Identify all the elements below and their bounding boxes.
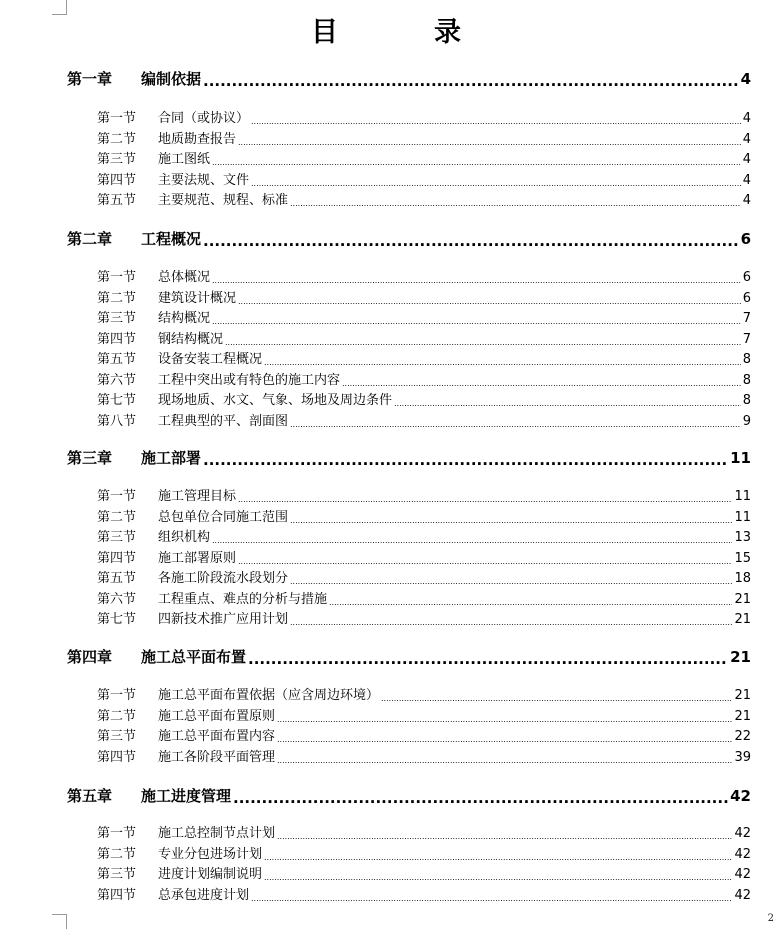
- section-title: 施工管理目标: [158, 489, 237, 504]
- chapter-number: 第三章: [67, 449, 113, 467]
- section-number: 第三节: [97, 311, 137, 326]
- section-title: 总承包进度计划: [158, 888, 250, 903]
- section-page-number: 4: [742, 152, 751, 167]
- dot-leader: [238, 134, 741, 147]
- dot-leader: [290, 614, 732, 627]
- chapter-page-number: 6: [740, 230, 751, 248]
- toc-section-entry[interactable]: [97, 506, 751, 525]
- toc-section-entry[interactable]: [97, 266, 751, 285]
- section-title: 地质勘查报告: [158, 132, 237, 147]
- chapter-title: 施工部署: [141, 449, 202, 467]
- section-title: 工程重点、难点的分析与措施: [158, 592, 328, 607]
- section-title: 总包单位合同施工范围: [158, 510, 289, 525]
- chapter-page-number: 11: [730, 449, 751, 467]
- section-title: 组织机构: [158, 530, 211, 545]
- title-char-1: 目: [311, 17, 342, 48]
- toc-chapter-entry[interactable]: [67, 228, 751, 249]
- section-title: 设备安装工程概况: [158, 352, 263, 367]
- dot-leader: [264, 354, 741, 367]
- toc-section-entry[interactable]: [97, 328, 751, 347]
- dot-leader: [277, 711, 732, 724]
- section-page-number: 7: [742, 332, 751, 347]
- section-number: 第五节: [97, 571, 137, 586]
- section-number: 第二节: [97, 291, 137, 306]
- toc-section-entry[interactable]: [97, 526, 751, 545]
- dot-leader: [203, 232, 739, 247]
- section-page-number: 4: [742, 193, 751, 208]
- section-number: 第一节: [97, 270, 137, 285]
- section-title: 工程中突出或有特色的施工内容: [158, 373, 341, 388]
- section-number: 第四节: [97, 750, 137, 765]
- section-title: 总体概况: [158, 270, 211, 285]
- toc-section-entry[interactable]: [97, 725, 751, 744]
- dot-leader: [264, 869, 732, 882]
- toc-section-entry[interactable]: [97, 189, 751, 208]
- dot-leader: [290, 416, 741, 429]
- section-title: 主要法规、文件: [158, 173, 250, 188]
- dot-leader: [203, 451, 728, 466]
- toc-chapter-entry[interactable]: [67, 447, 751, 468]
- toc-section-entry[interactable]: [97, 684, 751, 703]
- dot-leader: [233, 789, 728, 804]
- page-title: [0, 10, 776, 49]
- section-number: 第三节: [97, 729, 137, 744]
- dot-leader: [212, 272, 741, 285]
- dot-leader: [251, 113, 741, 126]
- toc-section-entry[interactable]: [97, 307, 751, 326]
- section-number: 第五节: [97, 193, 137, 208]
- toc-section-entry[interactable]: [97, 588, 751, 607]
- toc-section-entry[interactable]: [97, 485, 751, 504]
- section-number: 第一节: [97, 688, 137, 703]
- section-title: 建筑设计概况: [158, 291, 237, 306]
- toc-section-entry[interactable]: [97, 169, 751, 188]
- section-page-number: 21: [734, 688, 751, 703]
- toc-section-entry[interactable]: [97, 843, 751, 862]
- section-page-number: 4: [742, 132, 751, 147]
- toc-section-entry[interactable]: [97, 148, 751, 167]
- section-number: 第四节: [97, 173, 137, 188]
- toc-section-entry[interactable]: [97, 128, 751, 147]
- section-page-number: 13: [734, 530, 751, 545]
- section-title: 施工图纸: [158, 152, 211, 167]
- section-title: 工程典型的平、剖面图: [158, 414, 289, 429]
- section-page-number: 4: [742, 173, 751, 188]
- toc-section-entry[interactable]: [97, 547, 751, 566]
- section-number: 第二节: [97, 709, 137, 724]
- chapter-number: 第二章: [67, 230, 113, 248]
- section-title: 现场地质、水文、气象、场地及周边条件: [158, 393, 393, 408]
- section-number: 第一节: [97, 111, 137, 126]
- toc-section-entry[interactable]: [97, 746, 751, 765]
- section-number: 第八节: [97, 414, 137, 429]
- dot-leader: [238, 553, 732, 566]
- toc-section-entry[interactable]: [97, 389, 751, 408]
- section-title: 钢结构概况: [158, 332, 224, 347]
- dot-leader: [212, 154, 741, 167]
- dot-leader: [394, 395, 741, 408]
- dot-leader: [212, 532, 732, 545]
- chapter-page-number: 21: [730, 648, 751, 666]
- dot-leader: [212, 313, 741, 326]
- chapter-title: 施工总平面布置: [141, 648, 247, 666]
- section-page-number: 7: [742, 311, 751, 326]
- section-page-number: 8: [742, 393, 751, 408]
- toc-section-entry[interactable]: [97, 348, 751, 367]
- section-number: 第二节: [97, 510, 137, 525]
- chapter-number: 第四章: [67, 648, 113, 666]
- section-number: 第五节: [97, 352, 137, 367]
- section-number: 第三节: [97, 867, 137, 882]
- section-title: 合同（或协议）: [158, 111, 250, 126]
- section-page-number: 6: [742, 291, 751, 306]
- section-number: 第六节: [97, 592, 137, 607]
- toc-chapter-entry[interactable]: [67, 646, 751, 667]
- section-page-number: 39: [734, 750, 751, 765]
- section-page-number: 8: [742, 352, 751, 367]
- section-page-number: 42: [734, 847, 751, 862]
- section-number: 第一节: [97, 489, 137, 504]
- dot-leader: [381, 690, 732, 703]
- dot-leader: [277, 828, 732, 841]
- section-page-number: 42: [734, 826, 751, 841]
- section-number: 第七节: [97, 612, 137, 627]
- section-page-number: 8: [742, 373, 751, 388]
- section-number: 第七节: [97, 393, 137, 408]
- section-page-number: 4: [742, 111, 751, 126]
- chapter-title: 编制依据: [141, 70, 202, 88]
- section-page-number: 15: [734, 551, 751, 566]
- toc-chapter-entry[interactable]: [67, 785, 751, 806]
- toc-chapter-entry[interactable]: [67, 68, 751, 89]
- toc-section-entry[interactable]: [97, 410, 751, 429]
- section-title: 进度计划编制说明: [158, 867, 263, 882]
- section-title: 各施工阶段流水段划分: [158, 571, 289, 586]
- title-char-2: 录: [434, 17, 465, 48]
- chapter-title: 工程概况: [141, 230, 202, 248]
- section-number: 第四节: [97, 888, 137, 903]
- section-number: 第二节: [97, 132, 137, 147]
- section-title: 施工总平面布置内容: [158, 729, 276, 744]
- dot-leader: [342, 375, 741, 388]
- section-title: 结构概况: [158, 311, 211, 326]
- section-page-number: 6: [742, 270, 751, 285]
- section-number: 第四节: [97, 332, 137, 347]
- section-title: 施工各阶段平面管理: [158, 750, 276, 765]
- section-title: 施工总平面布置依据（应含周边环境）: [158, 688, 380, 703]
- crop-mark-bottom-left: [52, 914, 67, 929]
- section-page-number: 42: [734, 867, 751, 882]
- section-page-number: 11: [734, 510, 751, 525]
- section-number: 第一节: [97, 826, 137, 841]
- section-number: 第三节: [97, 152, 137, 167]
- section-number: 第二节: [97, 847, 137, 862]
- dot-leader: [277, 731, 732, 744]
- footer-page-number: 2: [767, 913, 774, 924]
- dot-leader: [238, 293, 741, 306]
- section-page-number: 42: [734, 888, 751, 903]
- section-page-number: 21: [734, 709, 751, 724]
- section-number: 第三节: [97, 530, 137, 545]
- dot-leader: [251, 175, 741, 188]
- section-page-number: 9: [742, 414, 751, 429]
- dot-leader: [251, 890, 732, 903]
- section-title: 施工部署原则: [158, 551, 237, 566]
- toc-section-entry[interactable]: [97, 705, 751, 724]
- section-title: 主要规范、规程、标准: [158, 193, 289, 208]
- toc-section-entry[interactable]: [97, 884, 751, 903]
- chapter-number: 第一章: [67, 70, 113, 88]
- dot-leader: [203, 72, 739, 87]
- section-page-number: 18: [734, 571, 751, 586]
- dot-leader: [277, 752, 732, 765]
- dot-leader: [290, 195, 741, 208]
- dot-leader: [264, 849, 732, 862]
- chapter-page-number: 42: [730, 787, 751, 805]
- section-title: 施工总控制节点计划: [158, 826, 276, 841]
- section-number: 第六节: [97, 373, 137, 388]
- toc-section-entry[interactable]: [97, 567, 751, 586]
- toc-section-entry[interactable]: [97, 107, 751, 126]
- chapter-page-number: 4: [740, 70, 751, 88]
- dot-leader: [290, 573, 732, 586]
- toc-section-entry[interactable]: [97, 822, 751, 841]
- chapter-number: 第五章: [67, 787, 113, 805]
- dot-leader: [290, 512, 732, 525]
- toc-section-entry[interactable]: [97, 369, 751, 388]
- section-page-number: 22: [734, 729, 751, 744]
- section-page-number: 11: [734, 489, 751, 504]
- dot-leader: [225, 334, 741, 347]
- section-title: 四新技术推广应用计划: [158, 612, 289, 627]
- dot-leader: [329, 594, 732, 607]
- dot-leader: [238, 491, 732, 504]
- toc-section-entry[interactable]: [97, 608, 751, 627]
- section-number: 第四节: [97, 551, 137, 566]
- chapter-title: 施工进度管理: [141, 787, 232, 805]
- section-title: 施工总平面布置原则: [158, 709, 276, 724]
- toc-section-entry[interactable]: [97, 287, 751, 306]
- section-page-number: 21: [734, 592, 751, 607]
- section-title: 专业分包进场计划: [158, 847, 263, 862]
- toc-section-entry[interactable]: [97, 863, 751, 882]
- dot-leader: [248, 650, 728, 665]
- section-page-number: 21: [734, 612, 751, 627]
